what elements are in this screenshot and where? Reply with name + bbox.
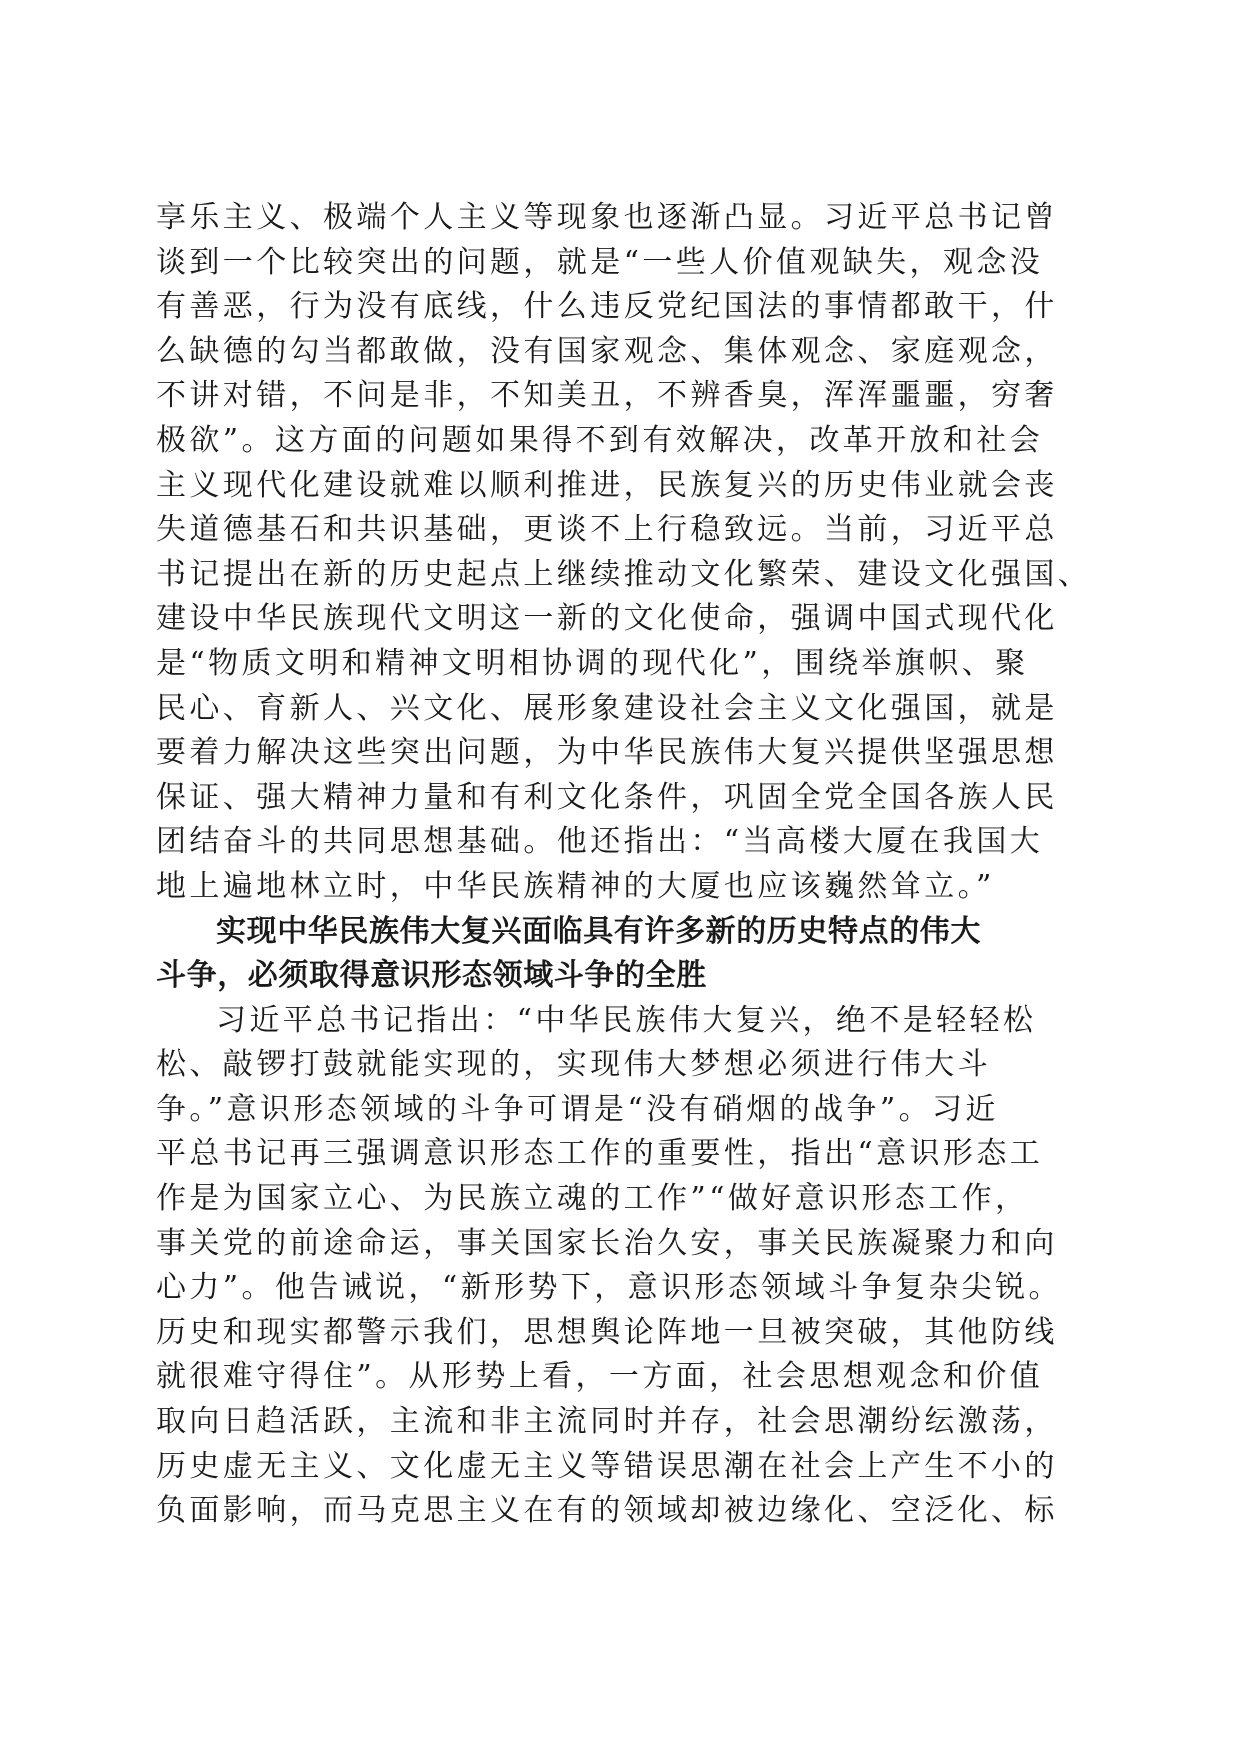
paragraph-2 (156, 999, 1086, 1534)
paragraph-line: 历史和现实都警示我们，思想舆论阵地一旦被突破，其他防线 (156, 1314, 1058, 1350)
paragraph-line: 事关党的前途命运，事关国家长治久安，事关民族凝聚力和向 (156, 1225, 1058, 1261)
paragraph-line: 要着力解决这些突出问题，为中华民族伟大复兴提供坚强思想 (156, 735, 1058, 771)
paragraph-1 (156, 196, 1092, 910)
heading-line: 实现中华民族伟大复兴面临具有许多新的历史特点的伟大 (216, 913, 981, 949)
paragraph-line: 主义现代化建设就难以顺利推进，民族复兴的历史伟业就会丧 (156, 467, 1058, 503)
paragraph-line: 失道德基石和共识基础，更谈不上行稳致远。当前，习近平总 (156, 512, 1058, 548)
paragraph-line: 谈到一个比较突出的问题，就是“一些人价值观缺失，观念没 (156, 244, 1044, 280)
paragraph-line: 历史虚无主义、文化虚无主义等错误思潮在社会上产生不小的 (156, 1448, 1058, 1484)
paragraph-line: 心力”。他告诫说，“新形势下，意识形态领域斗争复杂尖锐。 (156, 1270, 1062, 1306)
paragraph-line: 有善恶，行为没有底线，什么违反党纪国法的事情都敢干，什 (156, 289, 1058, 325)
paragraph-line: 作是为国家立心、为民族立魂的工作”“做好意识形态工作， (156, 1181, 1029, 1217)
paragraph-line: 么缺德的勾当都敢做，没有国家观念、集体观念、家庭观念， (156, 333, 1058, 369)
paragraph-line: 极欲”。这方面的问题如果得不到有效解决，改革开放和社会 (156, 422, 1044, 458)
paragraph-line: 团结奋斗的共同思想基础。他还指出：“当高楼大厦在我国大 (156, 824, 1044, 860)
paragraph-line: 书记提出在新的历史起点上继续推动文化繁荣、建设文化强国、 (156, 556, 1092, 592)
heading-line: 斗争，必须取得意识形态领域斗争的全胜 (156, 958, 707, 994)
paragraph-line: 取向日趋活跃，主流和非主流同时并存，社会思潮纷纭激荡， (156, 1404, 1058, 1440)
paragraph-line: 民心、育新人、兴文化、展形象建设社会主义文化强国，就是 (156, 690, 1058, 726)
paragraph-line: 松、敲锣打鼓就能实现的，实现伟大梦想必须进行伟大斗 (156, 1047, 991, 1083)
paragraph-line: 争。”意识形态领域的斗争可谓是“没有硝烟的战争”。习近 (156, 1091, 999, 1127)
paragraph-line: 保证、强大精神力量和有利文化条件，巩固全党全国各族人民 (156, 779, 1058, 815)
paragraph-line: 建设中华民族现代文明这一新的文化使命，强调中国式现代化 (156, 601, 1058, 637)
paragraph-line: 是“物质文明和精神文明相协调的现代化”，围绕举旗帜、聚 (156, 645, 1029, 681)
paragraph-line: 负面影响，而马克思主义在有的领域却被边缘化、空泛化、标 (156, 1493, 1058, 1529)
paragraph-line: 就很难守得住”。从形势上看，一方面，社会思想观念和价值 (156, 1359, 1044, 1395)
section-heading (156, 910, 1086, 999)
paragraph-line: 习近平总书记指出：“中华民族伟大复兴，绝不是轻轻松 (216, 1002, 1037, 1038)
paragraph-line: 享乐主义、极端个人主义等现象也逐渐凸显。习近平总书记曾 (156, 200, 1058, 235)
document-body (156, 196, 1092, 1534)
paragraph-line: 地上遍地林立时，中华民族精神的大厦也应该巍然耸立。” (156, 868, 995, 904)
paragraph-line: 平总书记再三强调意识形态工作的重要性，指出“意识形态工 (156, 1136, 1044, 1172)
paragraph-line: 不讲对错，不问是非，不知美丑，不辨香臭，浑浑噩噩，穷奢 (156, 378, 1058, 414)
